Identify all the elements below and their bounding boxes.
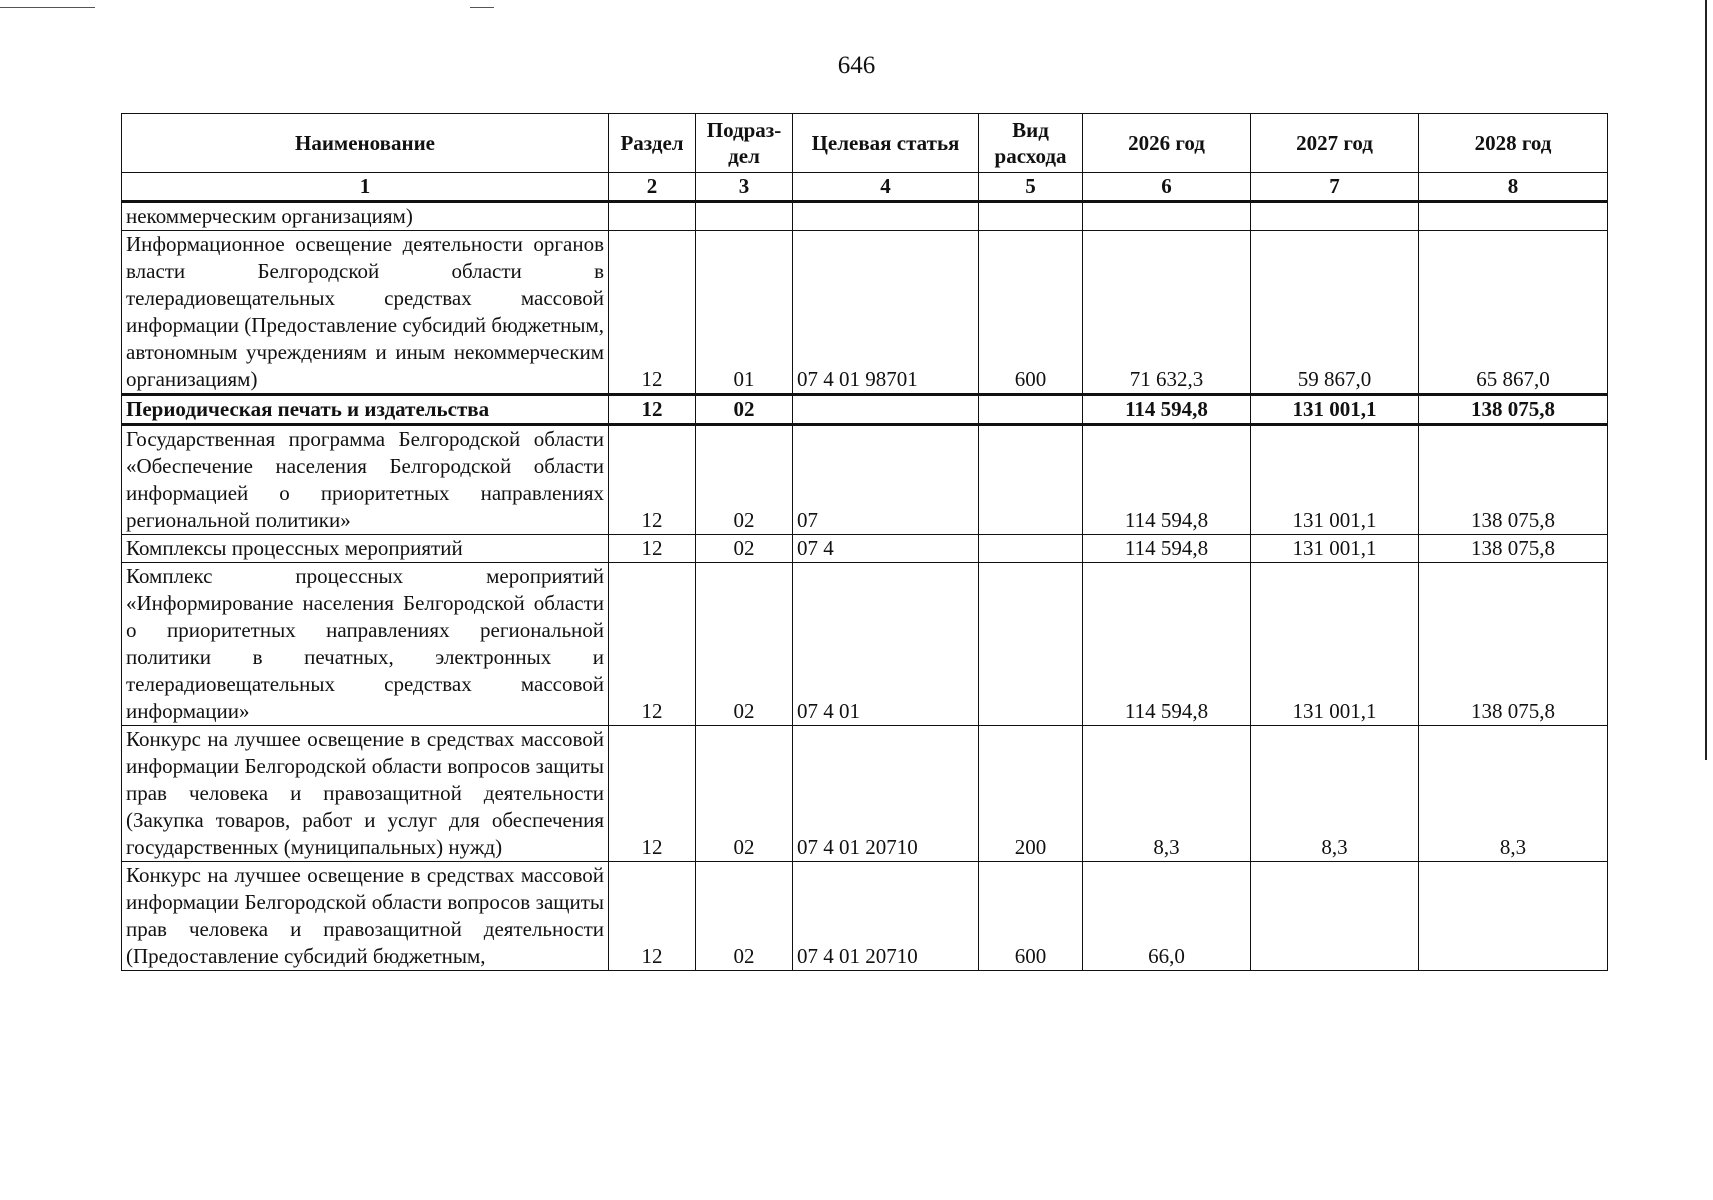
table-row [122,563,1608,726]
row-razdel: 12 [609,535,696,563]
row-name: Информационное освещение деятельности органов власти Белгородской области в телерадиовещательных средствах массовой информации (Предоставление субсидий бюджетным, автономным учреждениям и иным некоммерческим организациям) [122,231,609,395]
row-target-article: 07 4 01 [793,563,979,726]
row-target-article: 07 [793,425,979,535]
table-row [122,862,1608,971]
row-2026: 8,3 [1083,726,1251,862]
col-index: 3 [696,173,793,202]
row-2026 [1083,202,1251,231]
row-2028: 65 867,0 [1419,231,1608,395]
row-expense-type: 600 [979,862,1083,971]
row-expense-type: 600 [979,231,1083,395]
row-2027: 131 001,1 [1251,563,1419,726]
row-expense-type [979,563,1083,726]
table-row [122,535,1608,563]
row-2026: 66,0 [1083,862,1251,971]
row-2028 [1419,202,1608,231]
row-2026: 114 594,8 [1083,425,1251,535]
row-2027: 8,3 [1251,726,1419,862]
row-2027: 131 001,1 [1251,535,1419,563]
row-podrazdel: 01 [696,231,793,395]
row-target-article [793,202,979,231]
row-expense-type [979,202,1083,231]
row-target-article: 07 4 01 20710 [793,726,979,862]
col-index: 1 [122,173,609,202]
row-2028: 8,3 [1419,726,1608,862]
row-name: некоммерческим организациям) [122,202,609,231]
row-razdel: 12 [609,862,696,971]
top-rule-mid [470,7,494,8]
row-name: Периодическая печать и издательства [122,395,609,425]
col-header-expense-type: Вид расхода [979,114,1083,173]
row-2028: 138 075,8 [1419,425,1608,535]
row-2028: 138 075,8 [1419,395,1608,425]
row-2027: 131 001,1 [1251,425,1419,535]
table-row [122,231,1608,395]
row-target-article [793,395,979,425]
budget-table [121,113,1608,971]
row-razdel: 12 [609,231,696,395]
row-target-article: 07 4 [793,535,979,563]
row-podrazdel: 02 [696,726,793,862]
row-podrazdel: 02 [696,535,793,563]
row-name: Комплекс процессных мероприятий «Информирование населения Белгородской области о приоритетных направлениях региональной политики в печатных, электронных и телерадиовещательных средствах массовой информации» [122,563,609,726]
col-index: 6 [1083,173,1251,202]
col-header-razdel: Раздел [609,114,696,173]
row-name: Государственная программа Белгородской области «Обеспечение населения Белгородской области информацией о приоритетных направлениях региональной политики» [122,425,609,535]
row-podrazdel: 02 [696,425,793,535]
row-podrazdel: 02 [696,862,793,971]
row-name: Конкурс на лучшее освещение в средствах массовой информации Белгородской области вопросов защиты прав человека и правозащитной деятельности (Предоставление субсидий бюджетным, [122,862,609,971]
col-header-target-article: Целевая статья [793,114,979,173]
table-row [122,395,1608,425]
row-podrazdel [696,202,793,231]
table-row [122,202,1608,231]
row-expense-type: 200 [979,726,1083,862]
row-expense-type [979,535,1083,563]
row-2026: 114 594,8 [1083,535,1251,563]
row-2027: 131 001,1 [1251,395,1419,425]
table-row [122,425,1608,535]
col-index: 7 [1251,173,1419,202]
col-index: 8 [1419,173,1608,202]
col-index: 2 [609,173,696,202]
row-razdel: 12 [609,563,696,726]
row-target-article: 07 4 01 98701 [793,231,979,395]
col-header-name: Наименование [122,114,609,173]
row-2026: 71 632,3 [1083,231,1251,395]
col-index: 4 [793,173,979,202]
row-2027 [1251,862,1419,971]
row-podrazdel: 02 [696,395,793,425]
col-header-2027: 2027 год [1251,114,1419,173]
col-index: 5 [979,173,1083,202]
row-target-article: 07 4 01 20710 [793,862,979,971]
col-header-2026: 2026 год [1083,114,1251,173]
col-header-podrazdel: Подраз-дел [696,114,793,173]
column-index-row [122,173,1608,202]
page-number: 646 [837,52,876,79]
row-2028: 138 075,8 [1419,563,1608,726]
row-expense-type [979,425,1083,535]
row-razdel: 12 [609,726,696,862]
row-razdel [609,202,696,231]
row-2027 [1251,202,1419,231]
row-2027: 59 867,0 [1251,231,1419,395]
row-2026: 114 594,8 [1083,395,1251,425]
top-rule-left [0,7,95,8]
table-row [122,726,1608,862]
row-name: Конкурс на лучшее освещение в средствах массовой информации Белгородской области вопросов защиты прав человека и правозащитной деятельности (Закупка товаров, работ и услуг для обеспечения государственных (муниципальных) нужд) [122,726,609,862]
row-razdel: 12 [609,425,696,535]
header-row [122,114,1608,173]
row-podrazdel: 02 [696,563,793,726]
page-edge-mark [1705,0,1707,760]
row-name: Комплексы процессных мероприятий [122,535,609,563]
row-2028 [1419,862,1608,971]
row-2026: 114 594,8 [1083,563,1251,726]
col-header-2028: 2028 год [1419,114,1608,173]
row-razdel: 12 [609,395,696,425]
row-expense-type [979,395,1083,425]
row-2028: 138 075,8 [1419,535,1608,563]
